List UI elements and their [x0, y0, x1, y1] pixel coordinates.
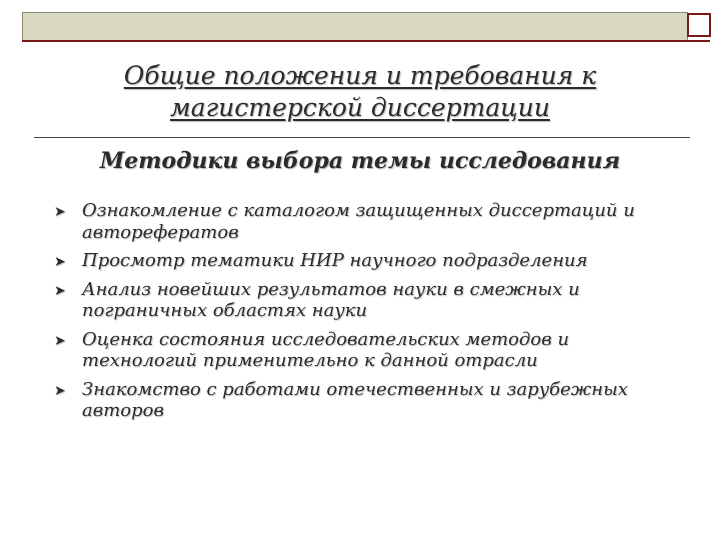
list-item-text: Оценка состояния исследовательских методов и технологий применительно к данной отрасли: [82, 328, 570, 371]
arrowhead-bullet-icon: ➤: [54, 382, 66, 399]
title-divider: [34, 137, 690, 138]
arrowhead-bullet-icon: ➤: [54, 332, 66, 349]
list-item-text: Анализ новейших результатов науки в смежных и пограничных областях науки: [82, 278, 580, 321]
list-item: [50, 279, 670, 322]
top-band: [22, 12, 688, 42]
slide-title: Общие положения и требования к магистерской диссертации: [123, 61, 597, 122]
arrowhead-bullet-icon: ➤: [54, 204, 66, 220]
list-item-text: Знакомство с работами отечественных и зарубежных авторов: [82, 378, 628, 421]
corner-square-icon: [687, 13, 711, 37]
arrowhead-bullet-icon: ➤: [54, 282, 66, 299]
arrowhead-bullet-icon: ➤: [54, 254, 66, 270]
list-item: [50, 379, 670, 422]
list-item-text: Просмотр тематики НИР научного подразделения: [82, 250, 588, 271]
top-rule: [22, 40, 710, 42]
list-item: [50, 329, 670, 372]
bullet-list: [50, 200, 670, 429]
list-item: [50, 250, 670, 272]
slide-subtitle: Методики выбора темы исследования: [99, 148, 621, 174]
list-item-text: Ознакомление с каталогом защищенных диссертаций и авторефератов: [82, 200, 635, 243]
list-item: [50, 200, 670, 243]
